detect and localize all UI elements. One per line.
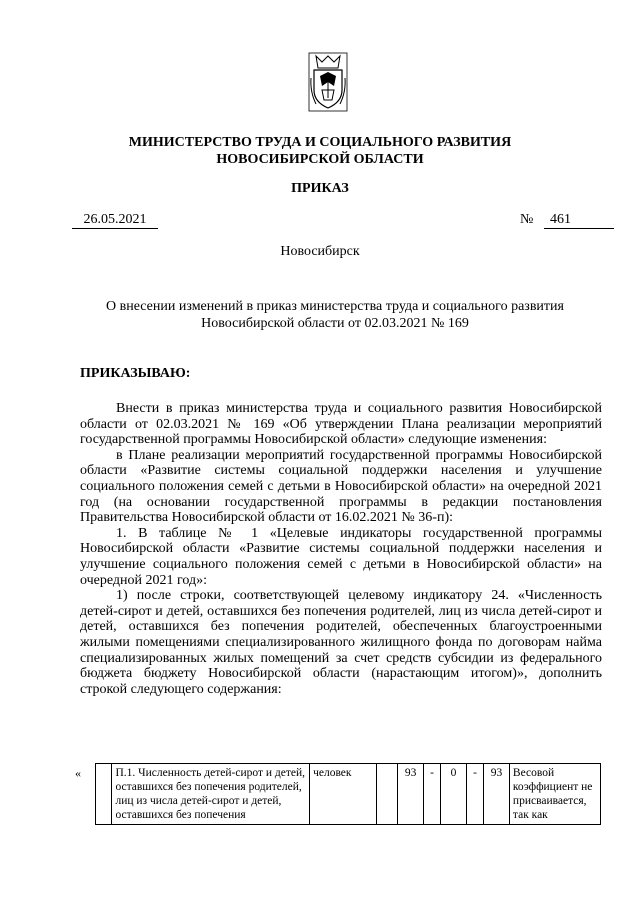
- order-subject: [80, 298, 590, 332]
- table-cell-value: 93: [483, 764, 509, 825]
- table-cell-empty: [376, 764, 397, 825]
- table-cell-empty: [95, 764, 112, 825]
- paragraph: 1. В таблице № 1 «Целевые индикаторы государственной программы Новосибирской области «Развитие системы социальной поддержки населения и улучшение социального положения семей с детьми в Новосибирской области» на очередной 2021 год»:: [80, 525, 602, 588]
- paragraph: Внести в приказ министерства труда и социального развития Новосибирской области от 02.03.2021 № 169 «Об утверждении Плана реализации мероприятий государственной программы Новосибирской области» следующие изменения:: [80, 401, 602, 448]
- table-cell-unit: человек: [310, 764, 377, 825]
- paragraph: 1) после строки, соответствующей целевому индикатору 24. «Численность детей-сирот и детей, оставшихся без попечения родителей, лиц из числа детей-сирот и детей, оставшихся без попечения родителей, обеспеченных благоустроенными жилыми помещениями специализированного жилищного фонда по договорам найма специализированных жилых помещений за счет средств субсидии из федерального бюджета бюджету Новосибирской области (нарастающим итогом)», дополнить строкой следующего содержания:: [80, 588, 602, 697]
- indicator-table: [73, 763, 601, 825]
- subject-line-2: Новосибирской области от 02.03.2021 № 169: [201, 316, 469, 331]
- paragraph: в Плане реализации мероприятий государственной программы Новосибирской области «Развитие системы социальной поддержки населения и улучшение социального положения семей с детьми в Новосибирской области» на очередной 2021 год (на основании государственной программы в редакции постановления Правительства Новосибирской области от 16.02.2021 № 36-п):: [80, 447, 602, 526]
- order-title: ПРИКАЗ: [291, 181, 349, 196]
- table-row: [73, 764, 601, 825]
- table-cell-note: Весовой коэффициент не присваивается, так как: [509, 764, 600, 825]
- order-body: [80, 401, 602, 697]
- coat-of-arms-icon: [308, 52, 348, 112]
- order-number: 461: [544, 211, 614, 229]
- subject-line-1: О внесении изменений в приказ министерства труда и социального развития: [106, 299, 564, 314]
- table-cell-dash: -: [424, 764, 441, 825]
- open-quote: «: [75, 765, 81, 780]
- table-cell-dash: -: [467, 764, 484, 825]
- order-date: 26.05.2021: [72, 211, 158, 229]
- directive-heading: ПРИКАЗЫВАЮ:: [80, 366, 191, 381]
- ministry-name-line-2: НОВОСИБИРСКОЙ ОБЛАСТИ: [216, 152, 424, 167]
- city: Новосибирск: [280, 244, 360, 259]
- number-sign: №: [520, 212, 534, 227]
- table-cell-value: 0: [441, 764, 467, 825]
- table-cell-value: 93: [398, 764, 424, 825]
- table-cell-indicator: П.1. Численность детей-сирот и детей, оставшихся без попечения родителей, лиц из числа детей-сирот и детей, оставшихся без попечения: [112, 764, 310, 825]
- ministry-name-line-1: МИНИСТЕРСТВО ТРУДА И СОЦИАЛЬНОГО РАЗВИТИЯ: [128, 135, 512, 150]
